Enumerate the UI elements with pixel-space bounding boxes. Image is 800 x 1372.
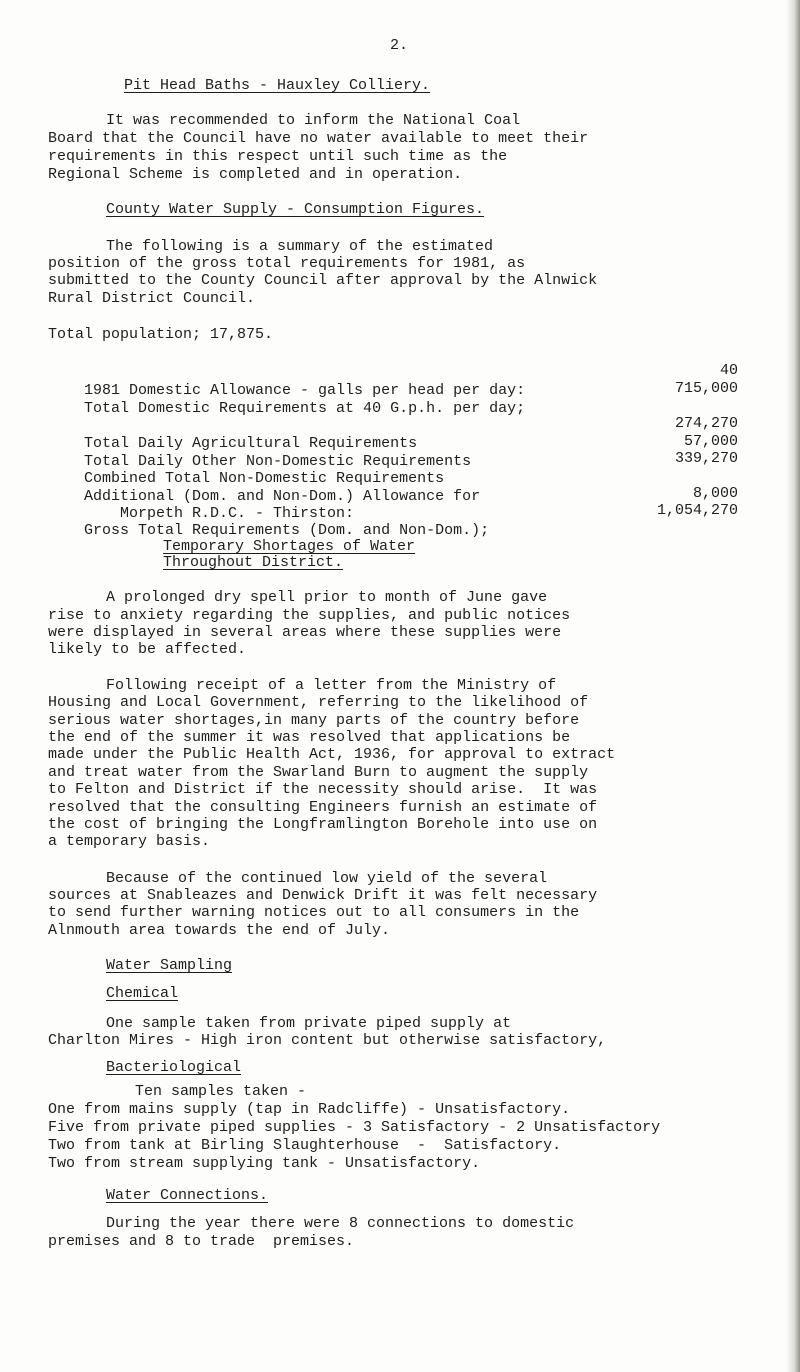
- paragraph-line: During the year there were 8 connections to domestic: [106, 1215, 575, 1232]
- figure-row: [48, 449, 738, 487]
- heading-water-connections: Water Connections.: [106, 1187, 269, 1204]
- paragraph-line: Board that the Council have no water available to meet their: [48, 130, 589, 147]
- figure-value: 57,000: [683, 433, 738, 450]
- figure-value: 40: [719, 362, 738, 379]
- figure-label: Total Daily Agricultural Requirements: [84, 435, 418, 452]
- figure-label: Total Daily Other Non-Domestic Requirements: [84, 453, 472, 470]
- paragraph-line: Two from tank at Birling Slaughterhouse - Satisfactory.: [48, 1137, 562, 1154]
- paragraph-line: One from mains supply (tap in Radcliffe) - Unsatisfactory.: [48, 1101, 571, 1118]
- paragraph-line: made under the Public Health Act, 1936, for approval to extract: [48, 746, 616, 763]
- figure-label: 1981 Domestic Allowance - galls per head per day:: [84, 382, 526, 399]
- figure-value: 339,270: [674, 450, 738, 467]
- heading-temporary-shortages: Temporary Shortages of Water: [163, 538, 416, 555]
- paragraph-line: were displayed in several areas where these supplies were: [48, 624, 562, 641]
- figure-row: [48, 501, 738, 539]
- figure-value: 715,000: [674, 380, 738, 397]
- figure-value: 274,270: [674, 415, 738, 432]
- paragraph-line: premises and 8 to trade premises.: [48, 1233, 355, 1250]
- paragraph-line: the end of the summer it was resolved that applications be: [48, 729, 571, 746]
- heading-pit-head-baths: Pit Head Baths - Hauxley Colliery.: [124, 77, 431, 94]
- figure-value: 1,054,270: [656, 502, 738, 519]
- figure-label: Total Domestic Requirements at 40 G.p.h. per day;: [84, 400, 526, 417]
- heading-bacteriological: Bacteriological: [106, 1059, 242, 1076]
- paragraph-line: Two from stream supplying tank - Unsatisfactory.: [48, 1155, 481, 1172]
- page-edge-shadow: [786, 0, 800, 1372]
- paragraph-line: rise to anxiety regarding the supplies, and public notices: [48, 607, 571, 624]
- figure-value: 8,000: [692, 485, 738, 502]
- paragraph-line: A prolonged dry spell prior to month of June gave: [106, 589, 548, 606]
- paragraph-line: Regional Scheme is completed and in operation.: [48, 166, 463, 183]
- paragraph-line: to send further warning notices out to all consumers in the: [48, 904, 580, 921]
- paragraph-line: Five from private piped supplies - 3 Satisfactory - 2 Unsatisfactory: [48, 1119, 661, 1136]
- heading-chemical: Chemical: [106, 985, 179, 1002]
- figure-label: Morpeth R.D.C. - Thirston:: [84, 505, 355, 522]
- paragraph-line: resolved that the consulting Engineers furnish an estimate of: [48, 799, 598, 816]
- paragraph-line: Alnmouth area towards the end of July.: [48, 922, 391, 939]
- page-number: 2.: [390, 37, 409, 54]
- paragraph-line: submitted to the County Council after approval by the Alnwick: [48, 272, 598, 289]
- paragraph-line: and treat water from the Swarland Burn to augment the supply: [48, 764, 589, 781]
- paragraph-line: requirements in this respect until such time as the: [48, 148, 508, 165]
- heading-county-water-supply: County Water Supply - Consumption Figures.: [106, 201, 485, 218]
- figure-label: Combined Total Non-Domestic Requirements: [84, 470, 445, 487]
- paragraph-line: Following receipt of a letter from the Ministry of: [106, 677, 557, 694]
- paragraph-line: The following is a summary of the estimated: [106, 238, 494, 255]
- heading-throughout-district: Throughout District.: [163, 554, 344, 571]
- paragraph-line: Ten samples taken -: [135, 1083, 307, 1100]
- paragraph-line: One sample taken from private piped supply at: [106, 1015, 512, 1032]
- paragraph-line: the cost of bringing the Longframlington Borehole into use on: [48, 816, 598, 833]
- paragraph-line: Housing and Local Government, referring to the likelihood of: [48, 694, 589, 711]
- paragraph-line: a temporary basis.: [48, 833, 211, 850]
- paragraph-line: sources at Snableazes and Denwick Drift it was felt necessary: [48, 887, 598, 904]
- paragraph-line: Rural District Council.: [48, 290, 256, 307]
- paragraph-line: Charlton Mires - High iron content but otherwise satisfactory,: [48, 1032, 607, 1049]
- figure-label: Additional (Dom. and Non-Dom.) Allowance for: [84, 488, 481, 505]
- paragraph-line: position of the gross total requirements for 1981, as: [48, 255, 526, 272]
- total-population: Total population; 17,875.: [48, 326, 274, 343]
- paragraph-line: likely to be affected.: [48, 641, 247, 658]
- paragraph-line: serious water shortages,in many parts of the country before: [48, 712, 580, 729]
- figure-row: [48, 379, 738, 417]
- paragraph-line: to Felton and District if the necessity should arise. It was: [48, 781, 598, 798]
- paragraph-line: It was recommended to inform the National Coal: [106, 112, 521, 129]
- heading-water-sampling: Water Sampling: [106, 957, 233, 974]
- paragraph-line: Because of the continued low yield of the several: [106, 870, 548, 887]
- figure-label: Gross Total Requirements (Dom. and Non-Dom.);: [84, 522, 490, 539]
